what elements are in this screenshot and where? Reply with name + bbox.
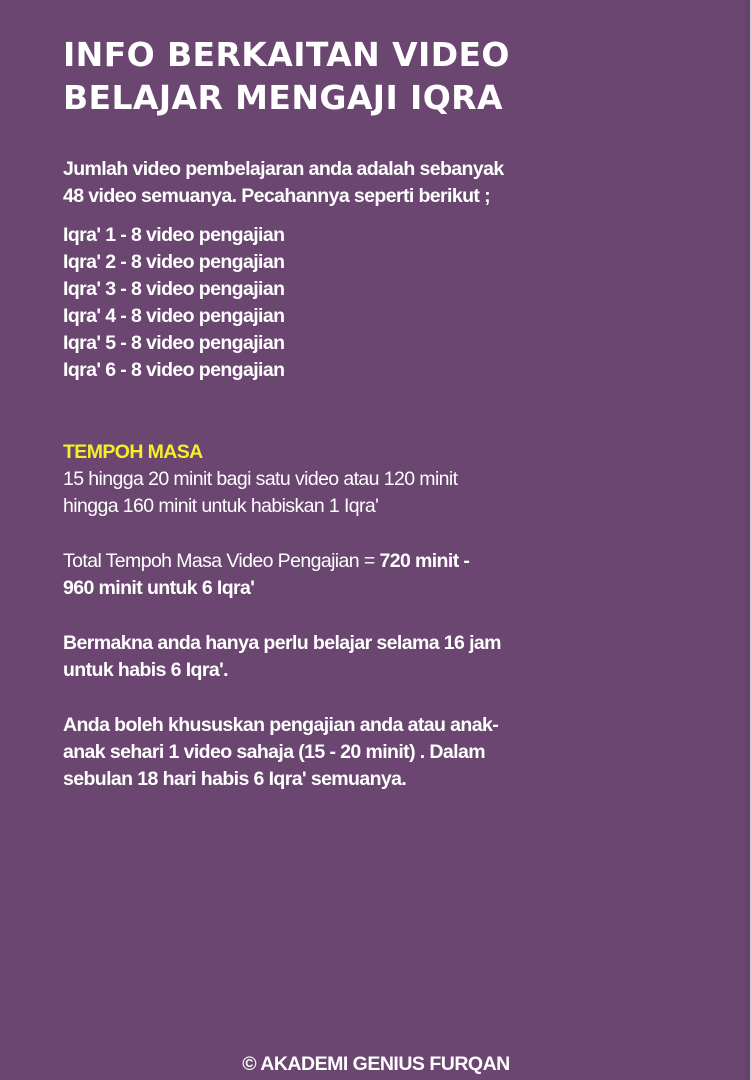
tempoh-desc-line-2: hingga 160 minit untuk habiskan 1 Iqra' bbox=[63, 495, 379, 517]
iqra-video-list bbox=[63, 222, 284, 384]
advice-line-3: sebulan 18 hari habis 6 Iqra' semuanya. bbox=[63, 768, 407, 790]
page-title-line-2: BELAJAR MENGAJI IQRA bbox=[63, 78, 503, 117]
advice-line-2: anak sehari 1 video sahaja (15 - 20 minit) . Dalam bbox=[63, 741, 485, 763]
page-title-line-1: INFO BERKAITAN VIDEO bbox=[63, 35, 510, 74]
total-line-2: 960 minit untuk 6 Iqra' bbox=[63, 577, 255, 599]
total-duration-paragraph bbox=[63, 548, 469, 602]
tempoh-masa-heading: TEMPOH MASA bbox=[63, 441, 203, 463]
meaning-paragraph bbox=[63, 630, 501, 684]
intro-line-2: 48 video semuanya. Pecahannya seperti berikut ; bbox=[63, 185, 490, 207]
tempoh-masa-description bbox=[63, 466, 457, 520]
total-prefix: Total Tempoh Masa Video Pengajian = bbox=[63, 550, 380, 572]
meaning-line-2: untuk habis 6 Iqra'. bbox=[63, 659, 228, 681]
total-range-start: 720 minit - bbox=[379, 550, 470, 572]
tempoh-desc-line-1: 15 hingga 20 minit bagi satu video atau 120 minit bbox=[63, 468, 458, 490]
list-item-iqra-5: Iqra' 5 - 8 video pengajian bbox=[63, 332, 285, 354]
advice-line-1: Anda boleh khususkan pengajian anda atau anak- bbox=[63, 714, 499, 736]
list-item-iqra-6: Iqra' 6 - 8 video pengajian bbox=[63, 359, 285, 381]
page-title bbox=[63, 33, 510, 119]
advice-paragraph bbox=[63, 712, 498, 793]
total-line-1 bbox=[63, 548, 469, 575]
list-item-iqra-1: Iqra' 1 - 8 video pengajian bbox=[63, 224, 285, 246]
intro-paragraph bbox=[63, 156, 504, 210]
list-item-iqra-2: Iqra' 2 - 8 video pengajian bbox=[63, 251, 285, 273]
list-item-iqra-3: Iqra' 3 - 8 video pengajian bbox=[63, 278, 285, 300]
copyright-footer: © AKADEMI GENIUS FURQAN bbox=[242, 1053, 510, 1075]
intro-line-1: Jumlah video pembelajaran anda adalah sebanyak bbox=[63, 158, 504, 180]
meaning-line-1: Bermakna anda hanya perlu belajar selama 16 jam bbox=[63, 632, 501, 654]
list-item-iqra-4: Iqra' 4 - 8 video pengajian bbox=[63, 305, 285, 327]
